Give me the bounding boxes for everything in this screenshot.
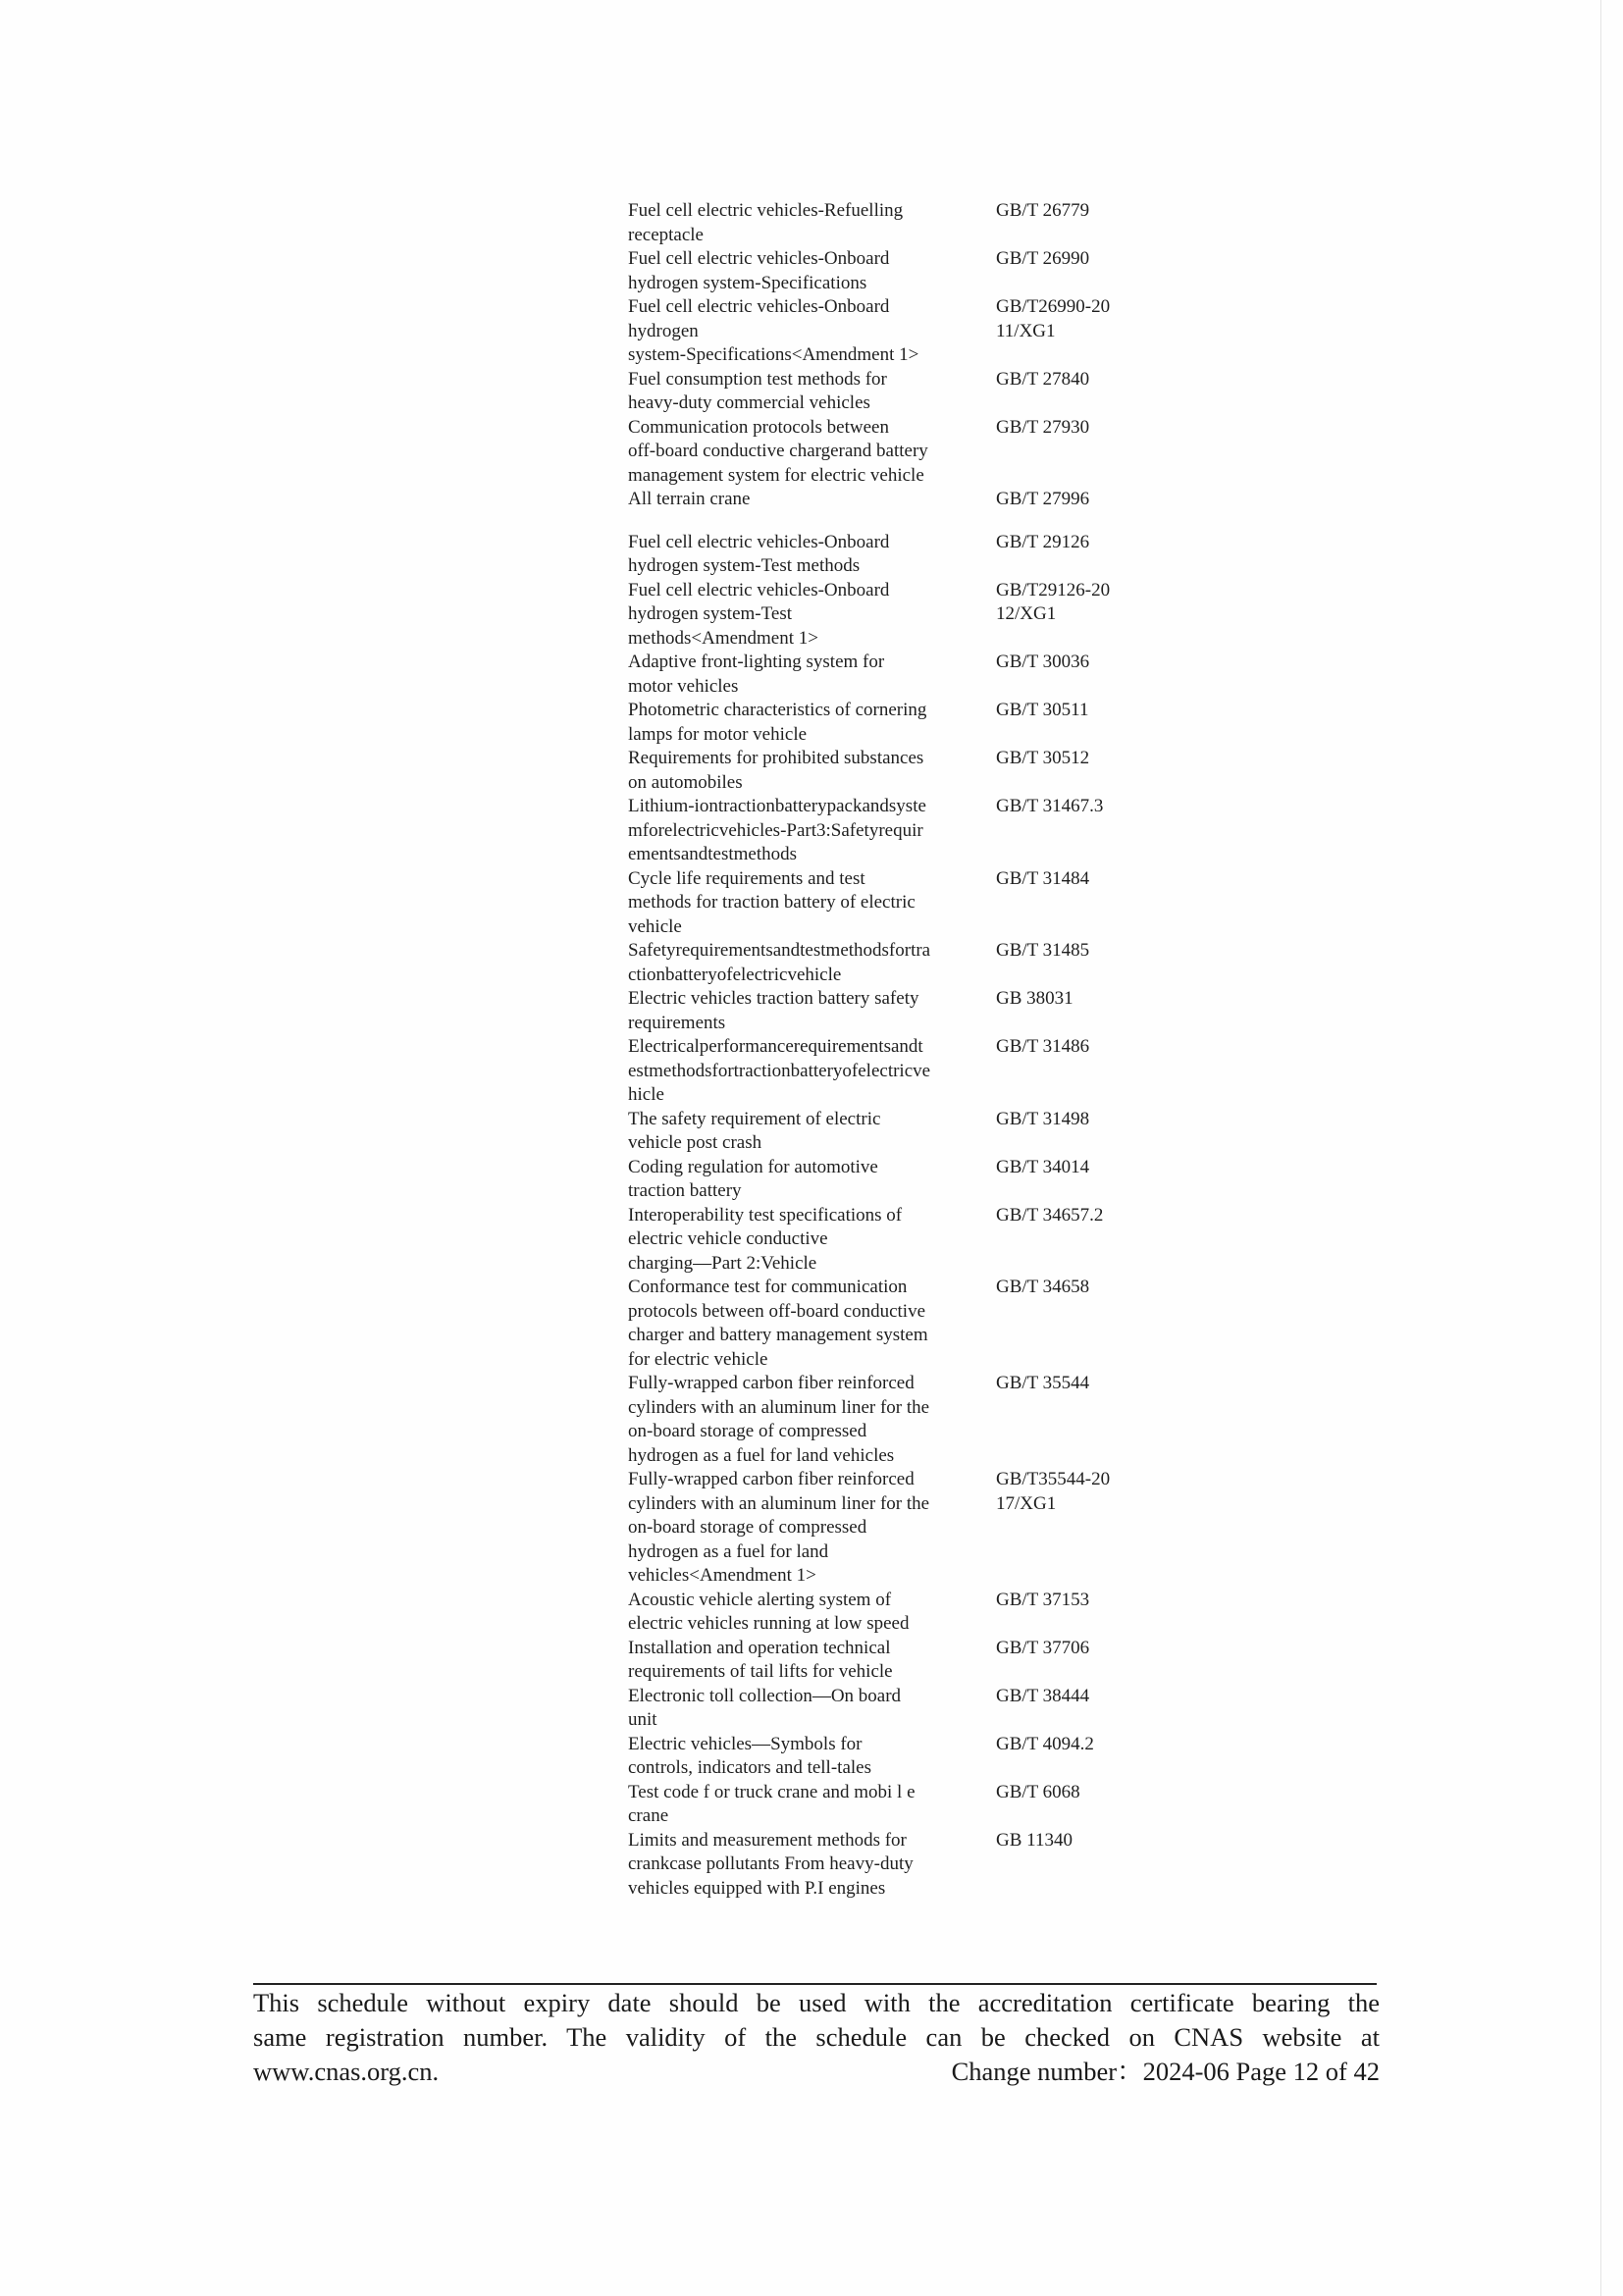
standard-title-line: Coding regulation for automotive xyxy=(628,1156,878,1177)
standard-title-line: Conformance test for communication xyxy=(628,1277,908,1297)
standard-title xyxy=(628,1468,996,1589)
table-row xyxy=(628,488,1354,512)
standard-code xyxy=(996,368,1153,392)
table-row xyxy=(628,199,1354,247)
table-row xyxy=(628,651,1354,699)
standard-code xyxy=(996,747,1153,771)
standard-code-line: GB/T 6068 xyxy=(996,1781,1080,1802)
standard-title-line: protocols between off-board conductive xyxy=(628,1300,926,1322)
standard-title-line: Photometric characteristics of cornering xyxy=(628,700,927,720)
standard-code-line: GB 38031 xyxy=(996,988,1073,1009)
footer-change-number: Change number：2024-06 Page 12 of 42 xyxy=(951,2057,1380,2086)
standard-code xyxy=(996,699,1153,723)
table-row xyxy=(628,939,1354,987)
table-row xyxy=(628,579,1354,652)
table-row xyxy=(628,247,1354,295)
standard-title xyxy=(628,247,996,295)
standard-title xyxy=(628,1637,996,1685)
standard-title-line: crankcase pollutants From heavy-duty xyxy=(628,1853,914,1874)
standard-title xyxy=(628,1733,996,1781)
standard-title-line: Interoperability test specifications of xyxy=(628,1204,903,1226)
standard-title-line: Test code f or truck crane and mobi l e xyxy=(628,1781,916,1802)
standard-title xyxy=(628,1276,996,1372)
standard-code xyxy=(996,1156,1153,1180)
standard-title-line: requirements xyxy=(628,1012,726,1033)
table-row xyxy=(628,368,1354,416)
standard-title-line: on automobiles xyxy=(628,771,743,793)
standard-title-line: Installation and operation technical xyxy=(628,1637,891,1658)
standard-title xyxy=(628,1781,996,1829)
standard-code xyxy=(996,416,1153,441)
footer-website: www.cnas.org.cn. xyxy=(253,2057,440,2086)
standard-code-line: GB/T 31498 xyxy=(996,1108,1090,1129)
standard-code xyxy=(996,1035,1153,1060)
table-row xyxy=(628,1035,1354,1108)
standard-code-line: GB/T 31484 xyxy=(996,867,1090,889)
standard-code-line: GB/T 29126 xyxy=(996,531,1090,552)
standard-title xyxy=(628,1035,996,1108)
standard-title-line: Electricalperformancerequirementsandt xyxy=(628,1036,923,1057)
standard-code-line: GB/T 30512 xyxy=(996,748,1090,768)
standard-code-line: GB/T26990-20 xyxy=(996,296,1111,317)
standard-title xyxy=(628,699,996,747)
standard-title-line: off-board conductive chargerand battery xyxy=(628,441,928,461)
standard-code-line: GB/T 27930 xyxy=(996,416,1090,438)
standard-title-line: motor vehicles xyxy=(628,675,739,697)
table-row xyxy=(628,867,1354,940)
standard-title-line: Fuel cell electric vehicles-Onboard xyxy=(628,248,890,269)
standard-title-line: hydrogen as a fuel for land vehicles xyxy=(628,1444,895,1466)
standard-title-line: controls, indicators and tell-tales xyxy=(628,1757,871,1778)
standard-code xyxy=(996,1276,1153,1300)
standard-title-line: ctionbatteryofelectricvehicle xyxy=(628,964,842,985)
standard-title xyxy=(628,1685,996,1733)
table-row xyxy=(628,1637,1354,1685)
standard-title-line: Fuel consumption test methods for xyxy=(628,368,887,390)
standard-title-line: Fuel cell electric vehicles-Refuelling xyxy=(628,200,904,221)
standard-title xyxy=(628,651,996,699)
standard-code-line: GB/T 37706 xyxy=(996,1637,1090,1658)
standard-title-line: requirements of tail lifts for vehicle xyxy=(628,1661,893,1682)
standard-title xyxy=(628,488,996,512)
standard-title xyxy=(628,1589,996,1637)
standard-code xyxy=(996,1372,1153,1396)
standard-code xyxy=(996,295,1153,343)
table-row xyxy=(628,1685,1354,1733)
standard-title-line: Cycle life requirements and test xyxy=(628,867,865,889)
standard-code xyxy=(996,867,1153,892)
standard-title-line: electric vehicle conductive xyxy=(628,1228,828,1249)
standard-title-line: hydrogen as a fuel for land xyxy=(628,1540,829,1562)
standard-title xyxy=(628,1204,996,1277)
standard-code xyxy=(996,488,1153,512)
standard-code-line: GB/T 27996 xyxy=(996,489,1090,509)
standard-code-line: GB/T 34014 xyxy=(996,1156,1090,1177)
standard-title-line: Fully-wrapped carbon fiber reinforced xyxy=(628,1469,915,1489)
standards-table xyxy=(628,199,1354,1901)
standard-code xyxy=(996,1781,1153,1805)
footer-line-1: This schedule without expiry date should be used with the accreditation certificate bearing the xyxy=(253,1988,1380,2017)
standard-title xyxy=(628,795,996,867)
standard-title xyxy=(628,747,996,795)
standard-title-line: Fuel cell electric vehicles-Onboard xyxy=(628,579,890,600)
standard-title-line: heavy-duty commercial vehicles xyxy=(628,392,870,413)
standard-title xyxy=(628,987,996,1035)
standard-title-line: methods<Amendment 1> xyxy=(628,627,818,649)
standard-code-line: GB/T 30511 xyxy=(996,700,1089,720)
standard-code xyxy=(996,1468,1153,1516)
standard-title xyxy=(628,1372,996,1468)
standard-title-line: unit xyxy=(628,1709,657,1730)
standard-code-line: 12/XG1 xyxy=(996,603,1057,624)
standard-title-line: electric vehicles running at low speed xyxy=(628,1613,910,1634)
standard-title xyxy=(628,368,996,416)
table-row xyxy=(628,1829,1354,1902)
standard-title-line: hicle xyxy=(628,1084,664,1105)
table-row xyxy=(628,416,1354,489)
footer xyxy=(253,1986,1380,2089)
standard-title-line: Fuel cell electric vehicles-Onboard xyxy=(628,296,890,317)
standard-code-line: GB/T 4094.2 xyxy=(996,1733,1094,1754)
standard-code-line: GB 11340 xyxy=(996,1829,1073,1851)
standard-code-line: GB/T29126-20 xyxy=(996,579,1111,600)
standard-title-line: management system for electric vehicle xyxy=(628,464,924,486)
standard-title-line: vehicle post crash xyxy=(628,1132,762,1153)
standard-title xyxy=(628,199,996,247)
standard-title-line: mforelectricvehicles-Part3:Safetyrequir xyxy=(628,819,923,841)
standard-title xyxy=(628,416,996,489)
standard-title-line: system-Specifications<Amendment 1> xyxy=(628,344,919,365)
standard-title-line: Safetyrequirementsandtestmethodsfortra xyxy=(628,940,931,961)
standard-code-line: GB/T 27840 xyxy=(996,368,1090,390)
table-row xyxy=(628,1733,1354,1781)
standard-title-line: Requirements for prohibited substances xyxy=(628,748,924,768)
standard-title-line: traction battery xyxy=(628,1180,742,1201)
standard-title xyxy=(628,867,996,940)
standard-code xyxy=(996,1829,1153,1853)
table-row xyxy=(628,1156,1354,1204)
standard-code xyxy=(996,579,1153,627)
table-row xyxy=(628,1204,1354,1277)
table-row xyxy=(628,1468,1354,1589)
standard-title-line: hydrogen xyxy=(628,320,699,341)
standard-code xyxy=(996,795,1153,819)
standard-title-line: Adaptive front-lighting system for xyxy=(628,652,885,672)
footer-line-3 xyxy=(253,2055,1380,2089)
standard-title-line: vehicles equipped with P.I engines xyxy=(628,1877,886,1899)
table-row xyxy=(628,531,1354,579)
table-row xyxy=(628,295,1354,368)
standard-title-line: hydrogen system-Specifications xyxy=(628,272,867,293)
standard-title xyxy=(628,1108,996,1156)
standard-title-line: hydrogen system-Test methods xyxy=(628,555,861,576)
standard-code-line: GB/T 26990 xyxy=(996,248,1090,269)
standard-code-line: 11/XG1 xyxy=(996,320,1056,341)
standard-code-line: 17/XG1 xyxy=(996,1492,1057,1514)
standard-title-line: All terrain crane xyxy=(628,489,751,509)
standard-title-line: receptacle xyxy=(628,224,704,245)
standard-title-line: Lithium-iontractionbatterypackandsyste xyxy=(628,796,926,816)
standard-code xyxy=(996,939,1153,964)
standard-code-line: GB/T 34657.2 xyxy=(996,1204,1104,1226)
footer-line-2: same registration number. The validity of the schedule can be checked on CNAS website at xyxy=(253,2022,1380,2052)
table-row xyxy=(628,1108,1354,1156)
standard-title xyxy=(628,295,996,368)
standard-title xyxy=(628,1829,996,1902)
standard-code-line: GB/T 35544 xyxy=(996,1373,1090,1393)
standard-title-line: vehicle xyxy=(628,915,682,937)
table-row xyxy=(628,987,1354,1035)
standard-code-line: GB/T 26779 xyxy=(996,200,1090,221)
standard-code-line: GB/T 31486 xyxy=(996,1036,1090,1057)
standard-title-line: charging—Part 2:Vehicle xyxy=(628,1252,817,1274)
standard-title-line: charger and battery management system xyxy=(628,1325,928,1345)
standard-title-line: crane xyxy=(628,1805,669,1826)
standard-title-line: estmethodsfortractionbatteryofelectricve xyxy=(628,1060,931,1081)
table-row xyxy=(628,795,1354,867)
footer-divider xyxy=(253,1983,1377,1985)
standard-title-line: vehicles<Amendment 1> xyxy=(628,1565,816,1586)
standard-code-line: GB/T35544-20 xyxy=(996,1469,1111,1489)
standard-title-line: Fully-wrapped carbon fiber reinforced xyxy=(628,1373,915,1393)
standard-title-line: Limits and measurement methods for xyxy=(628,1829,907,1851)
table-row xyxy=(628,1589,1354,1637)
standard-title-line: Fuel cell electric vehicles-Onboard xyxy=(628,531,890,552)
standard-code xyxy=(996,199,1153,224)
table-row xyxy=(628,1276,1354,1372)
table-row xyxy=(628,1372,1354,1468)
standard-title xyxy=(628,1156,996,1204)
table-row xyxy=(628,1781,1354,1829)
standard-code-line: GB/T 34658 xyxy=(996,1277,1090,1297)
standard-title-line: for electric vehicle xyxy=(628,1348,768,1370)
standard-title-line: cylinders with an aluminum liner for the xyxy=(628,1396,930,1418)
standard-code xyxy=(996,987,1153,1012)
standard-title-line: on-board storage of compressed xyxy=(628,1517,867,1538)
standard-title-line: ementsandtestmethods xyxy=(628,844,798,864)
standard-code-line: GB/T 31467.3 xyxy=(996,796,1104,816)
standard-title-line: methods for traction battery of electric xyxy=(628,892,916,913)
standard-title xyxy=(628,939,996,987)
page-edge-line xyxy=(1600,0,1601,2296)
standard-code-line: GB/T 30036 xyxy=(996,652,1090,672)
standard-code xyxy=(996,651,1153,675)
table-row xyxy=(628,747,1354,795)
standard-code-line: GB/T 37153 xyxy=(996,1589,1090,1610)
table-row xyxy=(628,699,1354,747)
standard-title-line: Electronic toll collection—On board xyxy=(628,1685,902,1706)
standard-code xyxy=(996,1733,1153,1757)
standard-code xyxy=(996,247,1153,272)
standard-title-line: hydrogen system-Test xyxy=(628,603,793,624)
standard-code xyxy=(996,1204,1153,1228)
standard-code-line: GB/T 38444 xyxy=(996,1685,1090,1706)
standard-code-line: GB/T 31485 xyxy=(996,940,1090,961)
standard-title-line: Acoustic vehicle alerting system of xyxy=(628,1589,892,1610)
standard-title xyxy=(628,531,996,579)
standard-title-line: The safety requirement of electric xyxy=(628,1108,881,1129)
standard-title-line: on-board storage of compressed xyxy=(628,1421,867,1441)
standard-code xyxy=(996,1589,1153,1613)
standard-title-line: Electric vehicles—Symbols for xyxy=(628,1733,863,1754)
standard-title-line: Communication protocols between xyxy=(628,416,889,438)
standard-title-line: lamps for motor vehicle xyxy=(628,723,808,745)
standard-code xyxy=(996,1108,1153,1132)
standard-code xyxy=(996,1685,1153,1709)
standard-title-line: cylinders with an aluminum liner for the xyxy=(628,1492,930,1514)
standard-code xyxy=(996,1637,1153,1661)
standard-title-line: Electric vehicles traction battery safety xyxy=(628,988,919,1009)
standard-code xyxy=(996,531,1153,555)
standard-title xyxy=(628,579,996,652)
